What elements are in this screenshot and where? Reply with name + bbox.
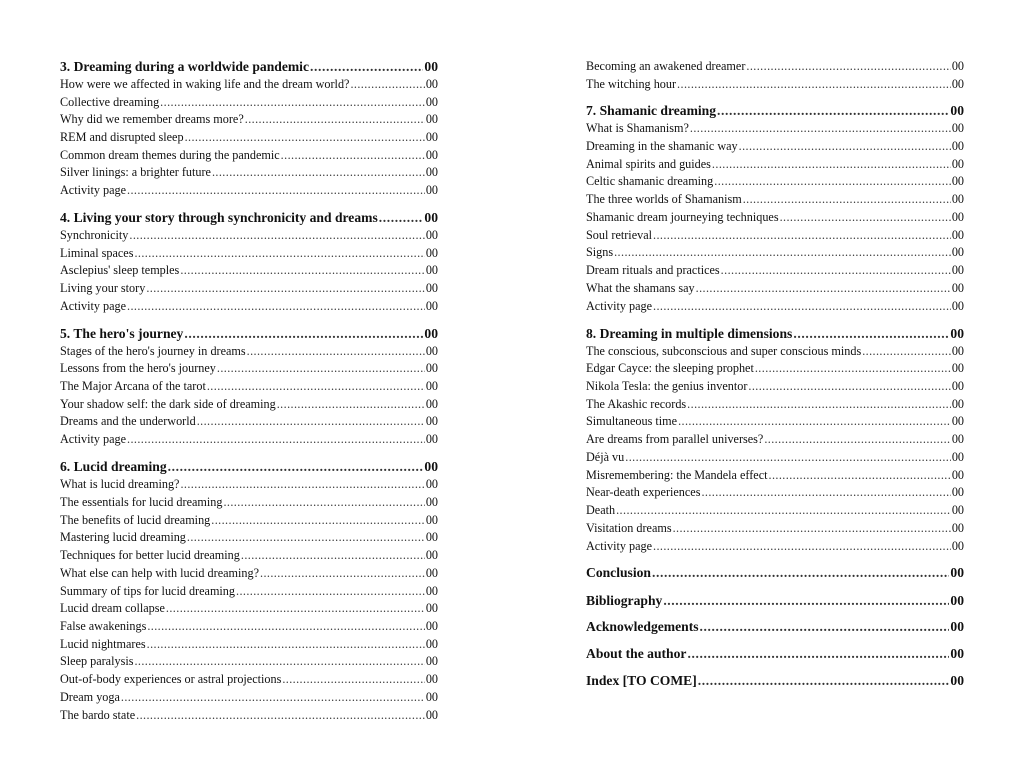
entry-title: The bardo state xyxy=(60,708,136,722)
entry-title: Out-of-body experiences or astral projections xyxy=(60,672,282,686)
page-number: 00 xyxy=(950,565,964,580)
page-number: 00 xyxy=(425,654,438,668)
page-number: 00 xyxy=(951,414,964,428)
page-number: 00 xyxy=(425,95,438,109)
dot-leader xyxy=(769,467,951,484)
entry-title: The Akashic records xyxy=(586,397,687,411)
toc-entry xyxy=(60,111,438,128)
entry-title: The essentials for lucid dreaming xyxy=(60,495,223,509)
dot-leader xyxy=(180,476,424,493)
entry-title: The witching hour xyxy=(586,77,677,91)
toc-entry xyxy=(60,182,438,199)
dot-leader xyxy=(147,618,425,635)
page-number: 00 xyxy=(425,165,438,179)
page-number: 00 xyxy=(425,513,438,527)
page-number: 00 xyxy=(425,432,438,446)
page-number: 00 xyxy=(425,397,438,411)
page-number: 00 xyxy=(951,263,964,277)
page-number: 00 xyxy=(425,477,438,491)
toc-entry xyxy=(586,76,964,93)
page-number: 00 xyxy=(951,210,964,224)
toc-entry xyxy=(60,476,438,493)
dot-leader xyxy=(136,707,425,724)
dot-leader xyxy=(185,129,425,146)
entry-title: Soul retrieval xyxy=(586,228,652,242)
dot-leader xyxy=(677,76,951,93)
page-number: 00 xyxy=(951,485,964,499)
dot-leader xyxy=(121,689,425,706)
entry-title: 3. Dreaming during a worldwide pandemic xyxy=(60,59,309,74)
dot-leader xyxy=(700,618,950,635)
toc-heading xyxy=(586,618,964,635)
dot-leader xyxy=(146,280,425,297)
entry-title: Summary of tips for lucid dreaming xyxy=(60,584,235,598)
page-number: 00 xyxy=(951,77,964,91)
toc-entry xyxy=(586,467,964,484)
page-number: 00 xyxy=(424,210,438,225)
page-number: 00 xyxy=(951,174,964,188)
dot-leader xyxy=(717,102,949,119)
entry-title: Living your story xyxy=(60,281,146,295)
entry-title: Synchronicity xyxy=(60,228,129,242)
toc-entry xyxy=(60,671,438,688)
toc-heading xyxy=(586,102,964,119)
toc-entry xyxy=(586,120,964,137)
page-number: 00 xyxy=(425,148,438,162)
dot-leader xyxy=(160,94,425,111)
entry-title: Activity page xyxy=(586,539,652,553)
entry-title: The three worlds of Shamanism xyxy=(586,192,742,206)
dot-leader xyxy=(127,431,425,448)
toc-entry xyxy=(60,583,438,600)
entry-title: Your shadow self: the dark side of dreaming xyxy=(60,397,276,411)
dot-leader xyxy=(616,502,951,519)
entry-title: Silver linings: a brighter future xyxy=(60,165,211,179)
dot-leader xyxy=(184,325,423,342)
entry-title: Sleep paralysis xyxy=(60,654,134,668)
entry-title: Are dreams from parallel universes? xyxy=(586,432,764,446)
entry-title: Lessons from the hero's journey xyxy=(60,361,216,375)
page-number: 00 xyxy=(425,672,438,686)
page-number: 00 xyxy=(950,326,964,341)
entry-title: Bibliography xyxy=(586,593,663,608)
page-number: 00 xyxy=(425,584,438,598)
entry-title: Becoming an awakened dreamer xyxy=(586,59,746,73)
dot-leader xyxy=(690,120,951,137)
page-number: 00 xyxy=(424,459,438,474)
page-number: 00 xyxy=(425,619,438,633)
dot-leader xyxy=(625,449,951,466)
dot-leader xyxy=(698,672,950,689)
entry-title: Conclusion xyxy=(586,565,651,580)
entry-title: 7. Shamanic dreaming xyxy=(586,103,717,118)
entry-title: Déjà vu xyxy=(586,450,625,464)
page-number: 00 xyxy=(951,281,964,295)
toc-entry xyxy=(60,689,438,706)
entry-title: Collective dreaming xyxy=(60,95,160,109)
toc-entry xyxy=(60,512,438,529)
entry-title: How were we affected in waking life and the dream world? xyxy=(60,77,350,91)
toc-entry xyxy=(586,58,964,75)
toc-entry xyxy=(60,413,438,430)
entry-title: Asclepius' sleep temples xyxy=(60,263,180,277)
entry-title: Common dream themes during the pandemic xyxy=(60,148,280,162)
page-number: 00 xyxy=(425,414,438,428)
toc-entry xyxy=(586,343,964,360)
toc-entry xyxy=(586,138,964,155)
toc-heading xyxy=(586,564,964,581)
entry-title: Misremembering: the Mandela effect xyxy=(586,468,768,482)
toc-entry xyxy=(586,244,964,261)
page-number: 00 xyxy=(425,708,438,722)
dot-leader xyxy=(764,431,950,448)
toc-entry xyxy=(586,298,964,315)
entry-title: Visitation dreams xyxy=(586,521,672,535)
toc-entry xyxy=(60,360,438,377)
page-number: 00 xyxy=(425,548,438,562)
toc-entry xyxy=(60,547,438,564)
dot-leader xyxy=(187,529,425,546)
dot-leader xyxy=(147,636,425,653)
toc-entry xyxy=(586,396,964,413)
toc-entry xyxy=(60,94,438,111)
dot-leader xyxy=(310,58,423,75)
dot-leader xyxy=(652,564,949,581)
dot-leader xyxy=(748,378,950,395)
dot-leader xyxy=(134,245,424,262)
entry-title: Activity page xyxy=(60,183,126,197)
toc-heading xyxy=(586,645,964,662)
toc-entry xyxy=(60,529,438,546)
toc-entry xyxy=(60,245,438,262)
page-number: 00 xyxy=(425,130,438,144)
page-number: 00 xyxy=(425,263,438,277)
toc-entry xyxy=(586,262,964,279)
page-number: 00 xyxy=(425,183,438,197)
dot-leader xyxy=(743,191,951,208)
entry-title: The benefits of lucid dreaming xyxy=(60,513,211,527)
dot-leader xyxy=(281,147,425,164)
toc-entry xyxy=(586,378,964,395)
entry-title: Shamanic dream journeying techniques xyxy=(586,210,779,224)
entry-title: Acknowledgements xyxy=(586,619,699,634)
entry-title: What the shamans say xyxy=(586,281,695,295)
page-number: 00 xyxy=(951,397,964,411)
toc-entry xyxy=(586,538,964,555)
entry-title: REM and disrupted sleep xyxy=(60,130,184,144)
page-number: 00 xyxy=(950,646,964,661)
page-number: 00 xyxy=(425,77,438,91)
dot-leader xyxy=(180,262,425,279)
dot-leader xyxy=(212,164,425,181)
toc-entry xyxy=(586,360,964,377)
dot-leader xyxy=(379,209,424,226)
page-number: 00 xyxy=(950,673,964,688)
toc-entry xyxy=(586,431,964,448)
dot-leader xyxy=(746,58,950,75)
entry-title: Near-death experiences xyxy=(586,485,701,499)
page-number: 00 xyxy=(951,245,964,259)
page-number: 00 xyxy=(425,361,438,375)
page-number: 00 xyxy=(424,326,438,341)
page-number: 00 xyxy=(950,593,964,608)
dot-leader xyxy=(166,600,425,617)
dot-leader xyxy=(236,583,425,600)
entry-title: The conscious, subconscious and super conscious minds xyxy=(586,344,862,358)
toc-entry xyxy=(586,520,964,537)
page-number: 00 xyxy=(951,468,964,482)
dot-leader xyxy=(714,173,951,190)
dot-leader xyxy=(277,396,425,413)
entry-title: Celtic shamanic dreaming xyxy=(586,174,714,188)
dot-leader xyxy=(793,325,949,342)
toc-heading xyxy=(586,672,964,689)
page-number: 00 xyxy=(425,344,438,358)
toc-entry xyxy=(586,280,964,297)
toc-heading xyxy=(60,209,438,226)
dot-leader xyxy=(696,280,951,297)
entry-title: Stages of the hero's journey in dreams xyxy=(60,344,246,358)
dot-leader xyxy=(614,244,951,261)
entry-title: Dreams and the underworld xyxy=(60,414,196,428)
dot-leader xyxy=(653,538,951,555)
page-number: 00 xyxy=(951,344,964,358)
page-number: 00 xyxy=(951,121,964,135)
dot-leader xyxy=(211,512,425,529)
toc-entry xyxy=(60,618,438,635)
toc-heading xyxy=(586,592,964,609)
page-number: 00 xyxy=(425,601,438,615)
toc-entry xyxy=(586,484,964,501)
dot-leader xyxy=(168,458,424,475)
entry-title: The Major Arcana of the tarot xyxy=(60,379,206,393)
entry-title: Why did we remember dreams more? xyxy=(60,112,244,126)
page-number: 00 xyxy=(425,637,438,651)
dot-leader xyxy=(780,209,951,226)
entry-title: Index [TO COME] xyxy=(586,673,697,688)
page-number: 00 xyxy=(425,530,438,544)
dot-leader xyxy=(127,298,425,315)
toc-entry xyxy=(60,378,438,395)
toc-heading xyxy=(60,458,438,475)
entry-title: Edgar Cayce: the sleeping prophet xyxy=(586,361,754,375)
toc-entry xyxy=(60,147,438,164)
dot-leader xyxy=(197,413,425,430)
toc-entry xyxy=(586,227,964,244)
entry-title: Activity page xyxy=(60,299,126,313)
page-number: 00 xyxy=(424,59,438,74)
page-number: 00 xyxy=(425,495,438,509)
page-number: 00 xyxy=(951,228,964,242)
toc-entry xyxy=(60,707,438,724)
toc-entry xyxy=(60,653,438,670)
dot-leader xyxy=(245,111,425,128)
toc-heading xyxy=(586,325,964,342)
dot-leader xyxy=(687,396,951,413)
entry-title: 6. Lucid dreaming xyxy=(60,459,167,474)
dot-leader xyxy=(739,138,951,155)
page-number: 00 xyxy=(425,281,438,295)
dot-leader xyxy=(129,227,424,244)
entry-title: Death xyxy=(586,503,616,517)
toc-entry xyxy=(60,431,438,448)
page-number: 00 xyxy=(951,379,964,393)
toc-entry xyxy=(60,494,438,511)
dot-leader xyxy=(687,645,949,662)
page-number: 00 xyxy=(425,112,438,126)
dot-leader xyxy=(862,343,951,360)
toc-entry xyxy=(60,565,438,582)
page-number: 00 xyxy=(425,299,438,313)
entry-title: Techniques for better lucid dreaming xyxy=(60,548,240,562)
dot-leader xyxy=(673,520,951,537)
toc-entry xyxy=(586,156,964,173)
toc-entry xyxy=(60,280,438,297)
page-number: 00 xyxy=(951,192,964,206)
toc-entry xyxy=(586,209,964,226)
toc-entry xyxy=(60,262,438,279)
dot-leader xyxy=(247,343,425,360)
toc-entry xyxy=(60,396,438,413)
page-number: 00 xyxy=(950,619,964,634)
dot-leader xyxy=(223,494,424,511)
dot-leader xyxy=(260,565,425,582)
toc-entry xyxy=(586,413,964,430)
entry-title: What is Shamanism? xyxy=(586,121,689,135)
toc-entry xyxy=(60,227,438,244)
toc-entry xyxy=(60,600,438,617)
dot-leader xyxy=(755,360,951,377)
entry-title: Lucid dream collapse xyxy=(60,601,165,615)
entry-title: Activity page xyxy=(586,299,652,313)
entry-title: Signs xyxy=(586,245,614,259)
entry-title: Liminal spaces xyxy=(60,246,134,260)
toc-entry xyxy=(60,298,438,315)
page-number: 00 xyxy=(425,690,438,704)
dot-leader xyxy=(134,653,424,670)
entry-title: Mastering lucid dreaming xyxy=(60,530,186,544)
toc-entry xyxy=(586,502,964,519)
dot-leader xyxy=(663,592,949,609)
page-number: 00 xyxy=(951,432,964,446)
toc-entry xyxy=(60,164,438,181)
entry-title: Dream yoga xyxy=(60,690,120,704)
dot-leader xyxy=(350,76,424,93)
dot-leader xyxy=(217,360,425,377)
page-number: 00 xyxy=(951,450,964,464)
entry-title: Nikola Tesla: the genius inventor xyxy=(586,379,748,393)
dot-leader xyxy=(721,262,951,279)
dot-leader xyxy=(712,156,951,173)
dot-leader xyxy=(282,671,424,688)
page-number: 00 xyxy=(951,539,964,553)
toc-heading xyxy=(60,58,438,75)
page-number: 00 xyxy=(951,157,964,171)
entry-title: False awakenings xyxy=(60,619,147,633)
page-number: 00 xyxy=(425,379,438,393)
entry-title: Animal spirits and guides xyxy=(586,157,711,171)
entry-title: What else can help with lucid dreaming? xyxy=(60,566,259,580)
entry-title: Activity page xyxy=(60,432,126,446)
entry-title: 4. Living your story through synchronicity and dreams xyxy=(60,210,378,225)
toc-entry xyxy=(60,129,438,146)
page-number: 00 xyxy=(951,521,964,535)
entry-title: Simultaneous time xyxy=(586,414,678,428)
dot-leader xyxy=(701,484,950,501)
page-number: 00 xyxy=(951,139,964,153)
toc-entry xyxy=(586,449,964,466)
entry-title: Lucid nightmares xyxy=(60,637,146,651)
dot-leader xyxy=(241,547,425,564)
page-number: 00 xyxy=(951,299,964,313)
page-number: 00 xyxy=(951,503,964,517)
dot-leader xyxy=(127,182,425,199)
dot-leader xyxy=(653,298,951,315)
toc-entry xyxy=(60,343,438,360)
dot-leader xyxy=(653,227,951,244)
toc-entry xyxy=(60,636,438,653)
entry-title: About the author xyxy=(586,646,687,661)
entry-title: Dream rituals and practices xyxy=(586,263,720,277)
entry-title: 8. Dreaming in multiple dimensions xyxy=(586,326,793,341)
toc-entry xyxy=(586,173,964,190)
toc-heading xyxy=(60,325,438,342)
entry-title: What is lucid dreaming? xyxy=(60,477,180,491)
dot-leader xyxy=(678,413,951,430)
page-number: 00 xyxy=(425,228,438,242)
page-number: 00 xyxy=(951,59,964,73)
dot-leader xyxy=(207,378,425,395)
entry-title: 5. The hero's journey xyxy=(60,326,184,341)
toc-entry xyxy=(586,191,964,208)
page-number: 00 xyxy=(951,361,964,375)
entry-title: Dreaming in the shamanic way xyxy=(586,139,738,153)
toc-entry xyxy=(60,76,438,93)
page-number: 00 xyxy=(425,246,438,260)
page-number: 00 xyxy=(425,566,438,580)
page-number: 00 xyxy=(950,103,964,118)
